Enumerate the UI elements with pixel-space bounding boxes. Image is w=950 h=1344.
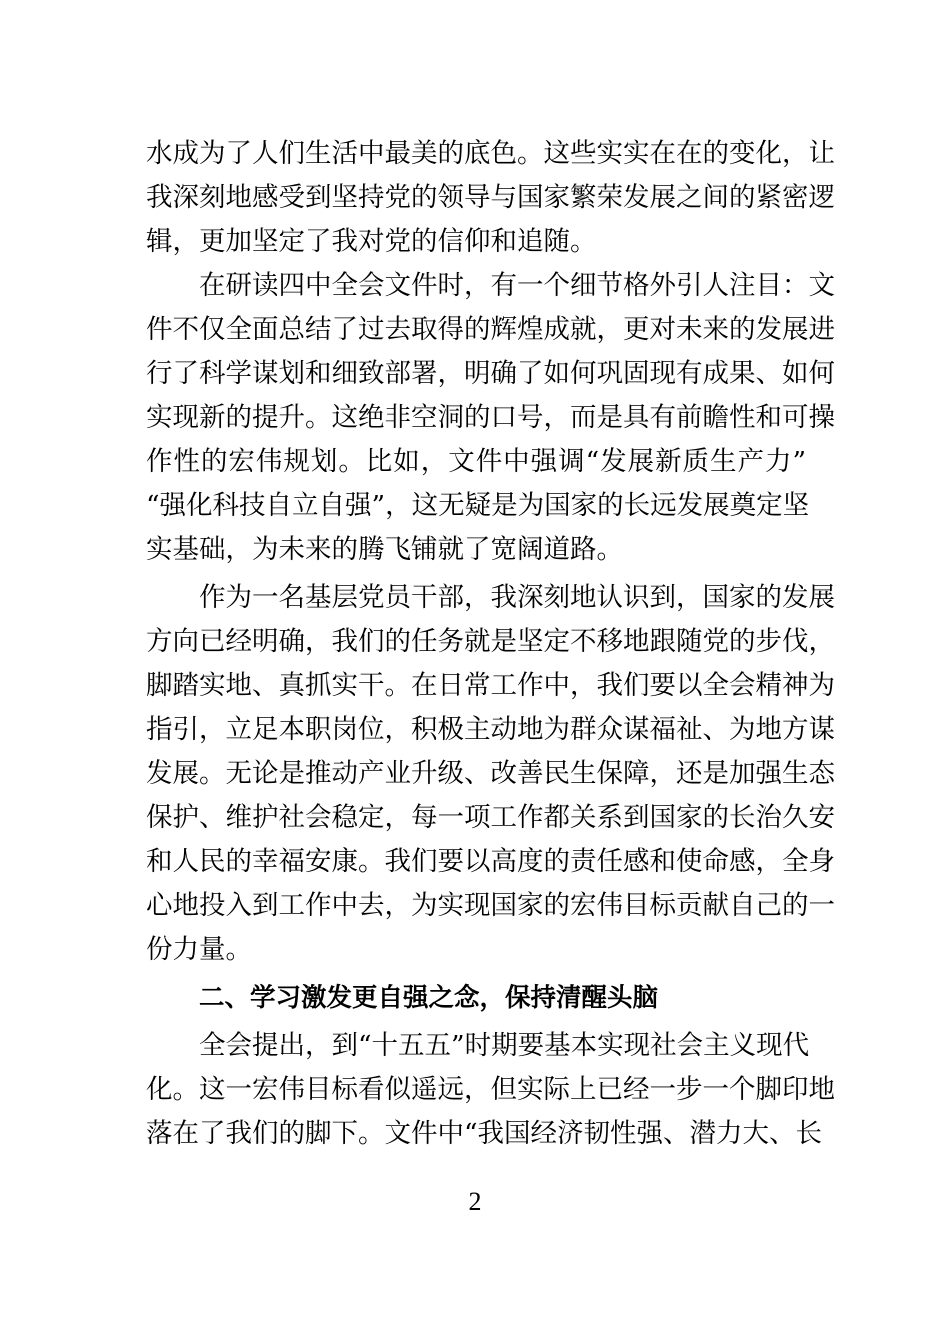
- text-line: 心地投入到工作中去，为实现国家的宏伟目标贡献自己的一: [146, 890, 835, 921]
- text-line: “强化科技自立自强”，这无疑是为国家的长远发展奠定坚: [146, 490, 810, 521]
- text-line: 和人民的幸福安康。我们要以高度的责任感和使命感，全身: [146, 846, 835, 877]
- text-line: 发展。无论是推动产业升级、改善民生保障，还是加强生态: [146, 758, 835, 789]
- text-line: 化。这一宏伟目标看似遥远，但实际上已经一步一个脚印地: [146, 1074, 835, 1105]
- text-line: 作为一名基层党员干部，我深刻地认识到，国家的发展: [199, 582, 835, 613]
- text-line: 方向已经明确，我们的任务就是坚定不移地跟随党的步伐，: [146, 626, 835, 657]
- section-heading: 二、学习激发更自强之念，保持清醒头脑: [199, 983, 659, 1013]
- text-line: 我深刻地感受到坚持党的领导与国家繁荣发展之间的紧密逻: [146, 182, 835, 213]
- page-number: 2: [468, 1187, 482, 1216]
- text-line: 指引，立足本职岗位，积极主动地为群众谋福祉、为地方谋: [146, 714, 835, 745]
- text-line: 在研读四中全会文件时，有一个细节格外引人注目：文: [199, 270, 835, 301]
- text-line: 作性的宏伟规划。比如，文件中强调“发展新质生产力”: [146, 446, 806, 477]
- text-line: 全会提出，到“十五五”时期要基本实现社会主义现代: [199, 1030, 810, 1061]
- text-line: 落在了我们的脚下。文件中“我国经济韧性强、潜力大、长: [146, 1118, 823, 1149]
- text-line: 实基础，为未来的腾飞铺就了宽阔道路。: [146, 534, 623, 565]
- text-line: 行了科学谋划和细致部署，明确了如何巩固现有成果、如何: [146, 358, 835, 389]
- text-line: 件不仅全面总结了过去取得的辉煌成就，更对未来的发展进: [146, 314, 835, 345]
- text-line: 保护、维护社会稳定，每一项工作都关系到国家的长治久安: [146, 802, 835, 833]
- text-line: 水成为了人们生活中最美的底色。这些实实在在的变化，让: [146, 138, 835, 169]
- text-line: 份力量。: [146, 934, 252, 965]
- text-line: 脚踏实地、真抓实干。在日常工作中，我们要以全会精神为: [146, 670, 835, 701]
- text-line: 实现新的提升。这绝非空洞的口号，而是具有前瞻性和可操: [146, 402, 835, 433]
- text-line: 辑，更加坚定了我对党的信仰和追随。: [146, 226, 597, 257]
